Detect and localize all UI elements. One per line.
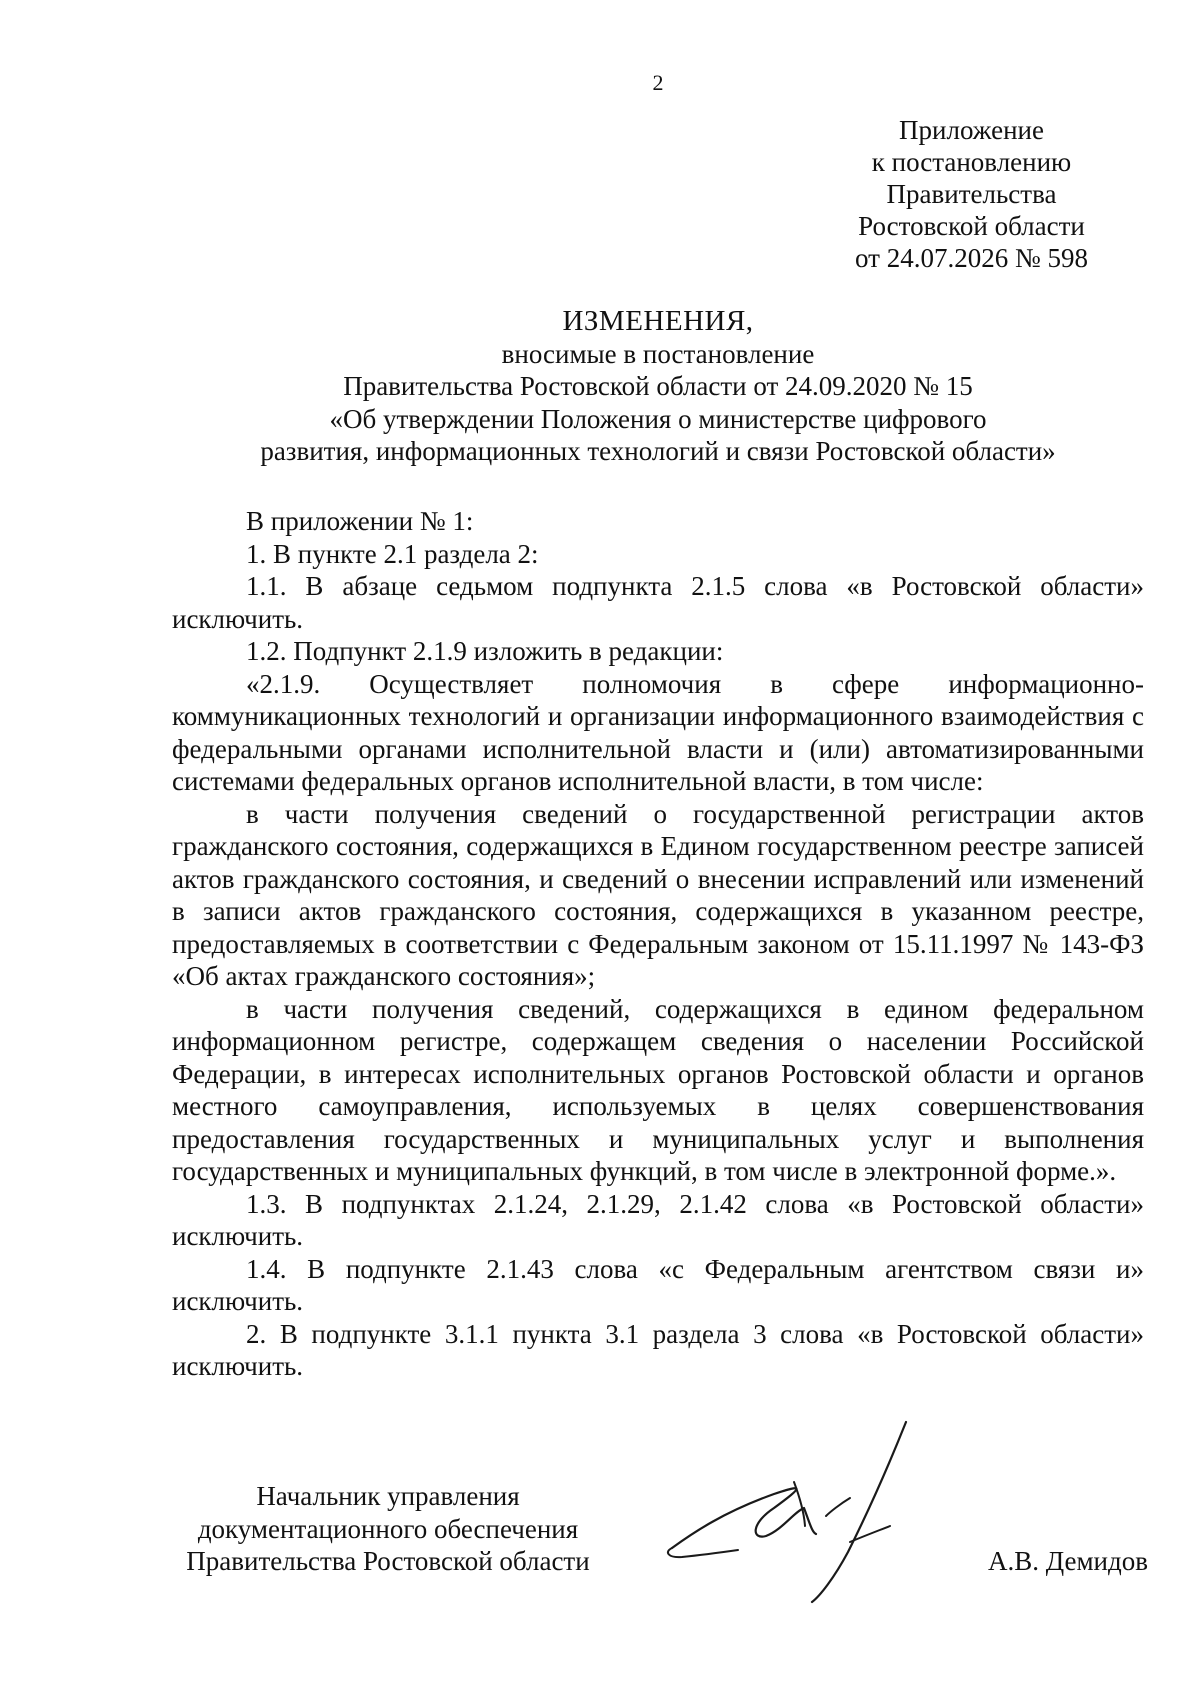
body-paragraph: «2.1.9. Осуществляет полномочия в сфере информационно-коммуникационных технологий и организации информационного взаимодействия с федеральными органами исполнительной власти и (или) автоматизированными системами федеральных органов исполнительной власти, в том числе: [172, 668, 1144, 796]
body-paragraph: 1.4. В подпункте 2.1.43 слова «с Федеральным агентством связи и» исключить. [172, 1253, 1144, 1316]
heading-line: Правительства Ростовской области от 24.09.2020 № 15 [343, 371, 973, 401]
body-paragraph: 1.3. В подпунктах 2.1.24, 2.1.29, 2.1.42 слова «в Ростовской области» исключить. [172, 1188, 1144, 1251]
heading-line: развития, информационных технологий и связи Ростовской области» [260, 436, 1056, 466]
signer-position-line: документационного обеспечения [197, 1513, 579, 1544]
handwritten-signature [654, 1412, 934, 1612]
appendix-line: от 24.07.2026 № 598 [855, 243, 1088, 273]
body-paragraph: 1. В пункте 2.1 раздела 2: [246, 538, 539, 569]
body-paragraph: 2. В подпункте 3.1.1 пункта 3.1 раздела 3 слова «в Ростовской области» исключить. [172, 1318, 1144, 1381]
document-body [172, 505, 1144, 1383]
body-paragraph: 1.1. В абзаце седьмом подпункта 2.1.5 слова «в Ростовской области» исключить. [172, 571, 1144, 634]
signer-position-line: Начальник управления [256, 1481, 520, 1511]
page-number: 2 [652, 70, 664, 95]
signature-block [172, 1480, 1148, 1620]
document-heading [170, 305, 1146, 468]
body-paragraph: В приложении № 1: [246, 506, 474, 536]
appendix-line: к постановлению [871, 147, 1072, 177]
appendix-line: Ростовской области [858, 211, 1085, 241]
appendix-line: Приложение [899, 115, 1044, 145]
signer-position-line: Правительства Ростовской области [186, 1546, 590, 1576]
heading-line: вносимые в постановление [501, 338, 815, 369]
signer-position [172, 1480, 604, 1578]
body-paragraph: в части получения сведений о государственной регистрации актов гражданского состояния, содержащихся в Едином государственном реестре записей актов гражданского состояния, и сведений о внесении исправлений или изменений в записи актов гражданского состояния, содержащихся в указанном реестре, предоставляемых в соответствии с Федеральным законом от 15.11.1997 № 143-ФЗ «Об актах гражданского состояния»; [172, 798, 1144, 991]
appendix-block [800, 114, 1143, 274]
heading-line: «Об утверждении Положения о министерстве цифрового [329, 403, 987, 434]
body-paragraph: в части получения сведений, содержащихся в едином федеральном информационном регистре, содержащем сведения о населении Российской Федерации, в интересах исполнительных органов Ростовской области и органов местного самоуправления, используемых в целях совершенствования предоставления государственных и муниципальных услуг и выполнения государственных и муниципальных функций, в том числе в электронной форме.». [172, 993, 1144, 1186]
document-title: ИЗМЕНЕНИЯ, [562, 305, 754, 337]
body-paragraph: 1.2. Подпункт 2.1.9 изложить в редакции: [246, 636, 724, 666]
signer-name: А.В. Демидов [987, 1546, 1148, 1576]
appendix-line: Правительства [886, 179, 1057, 209]
